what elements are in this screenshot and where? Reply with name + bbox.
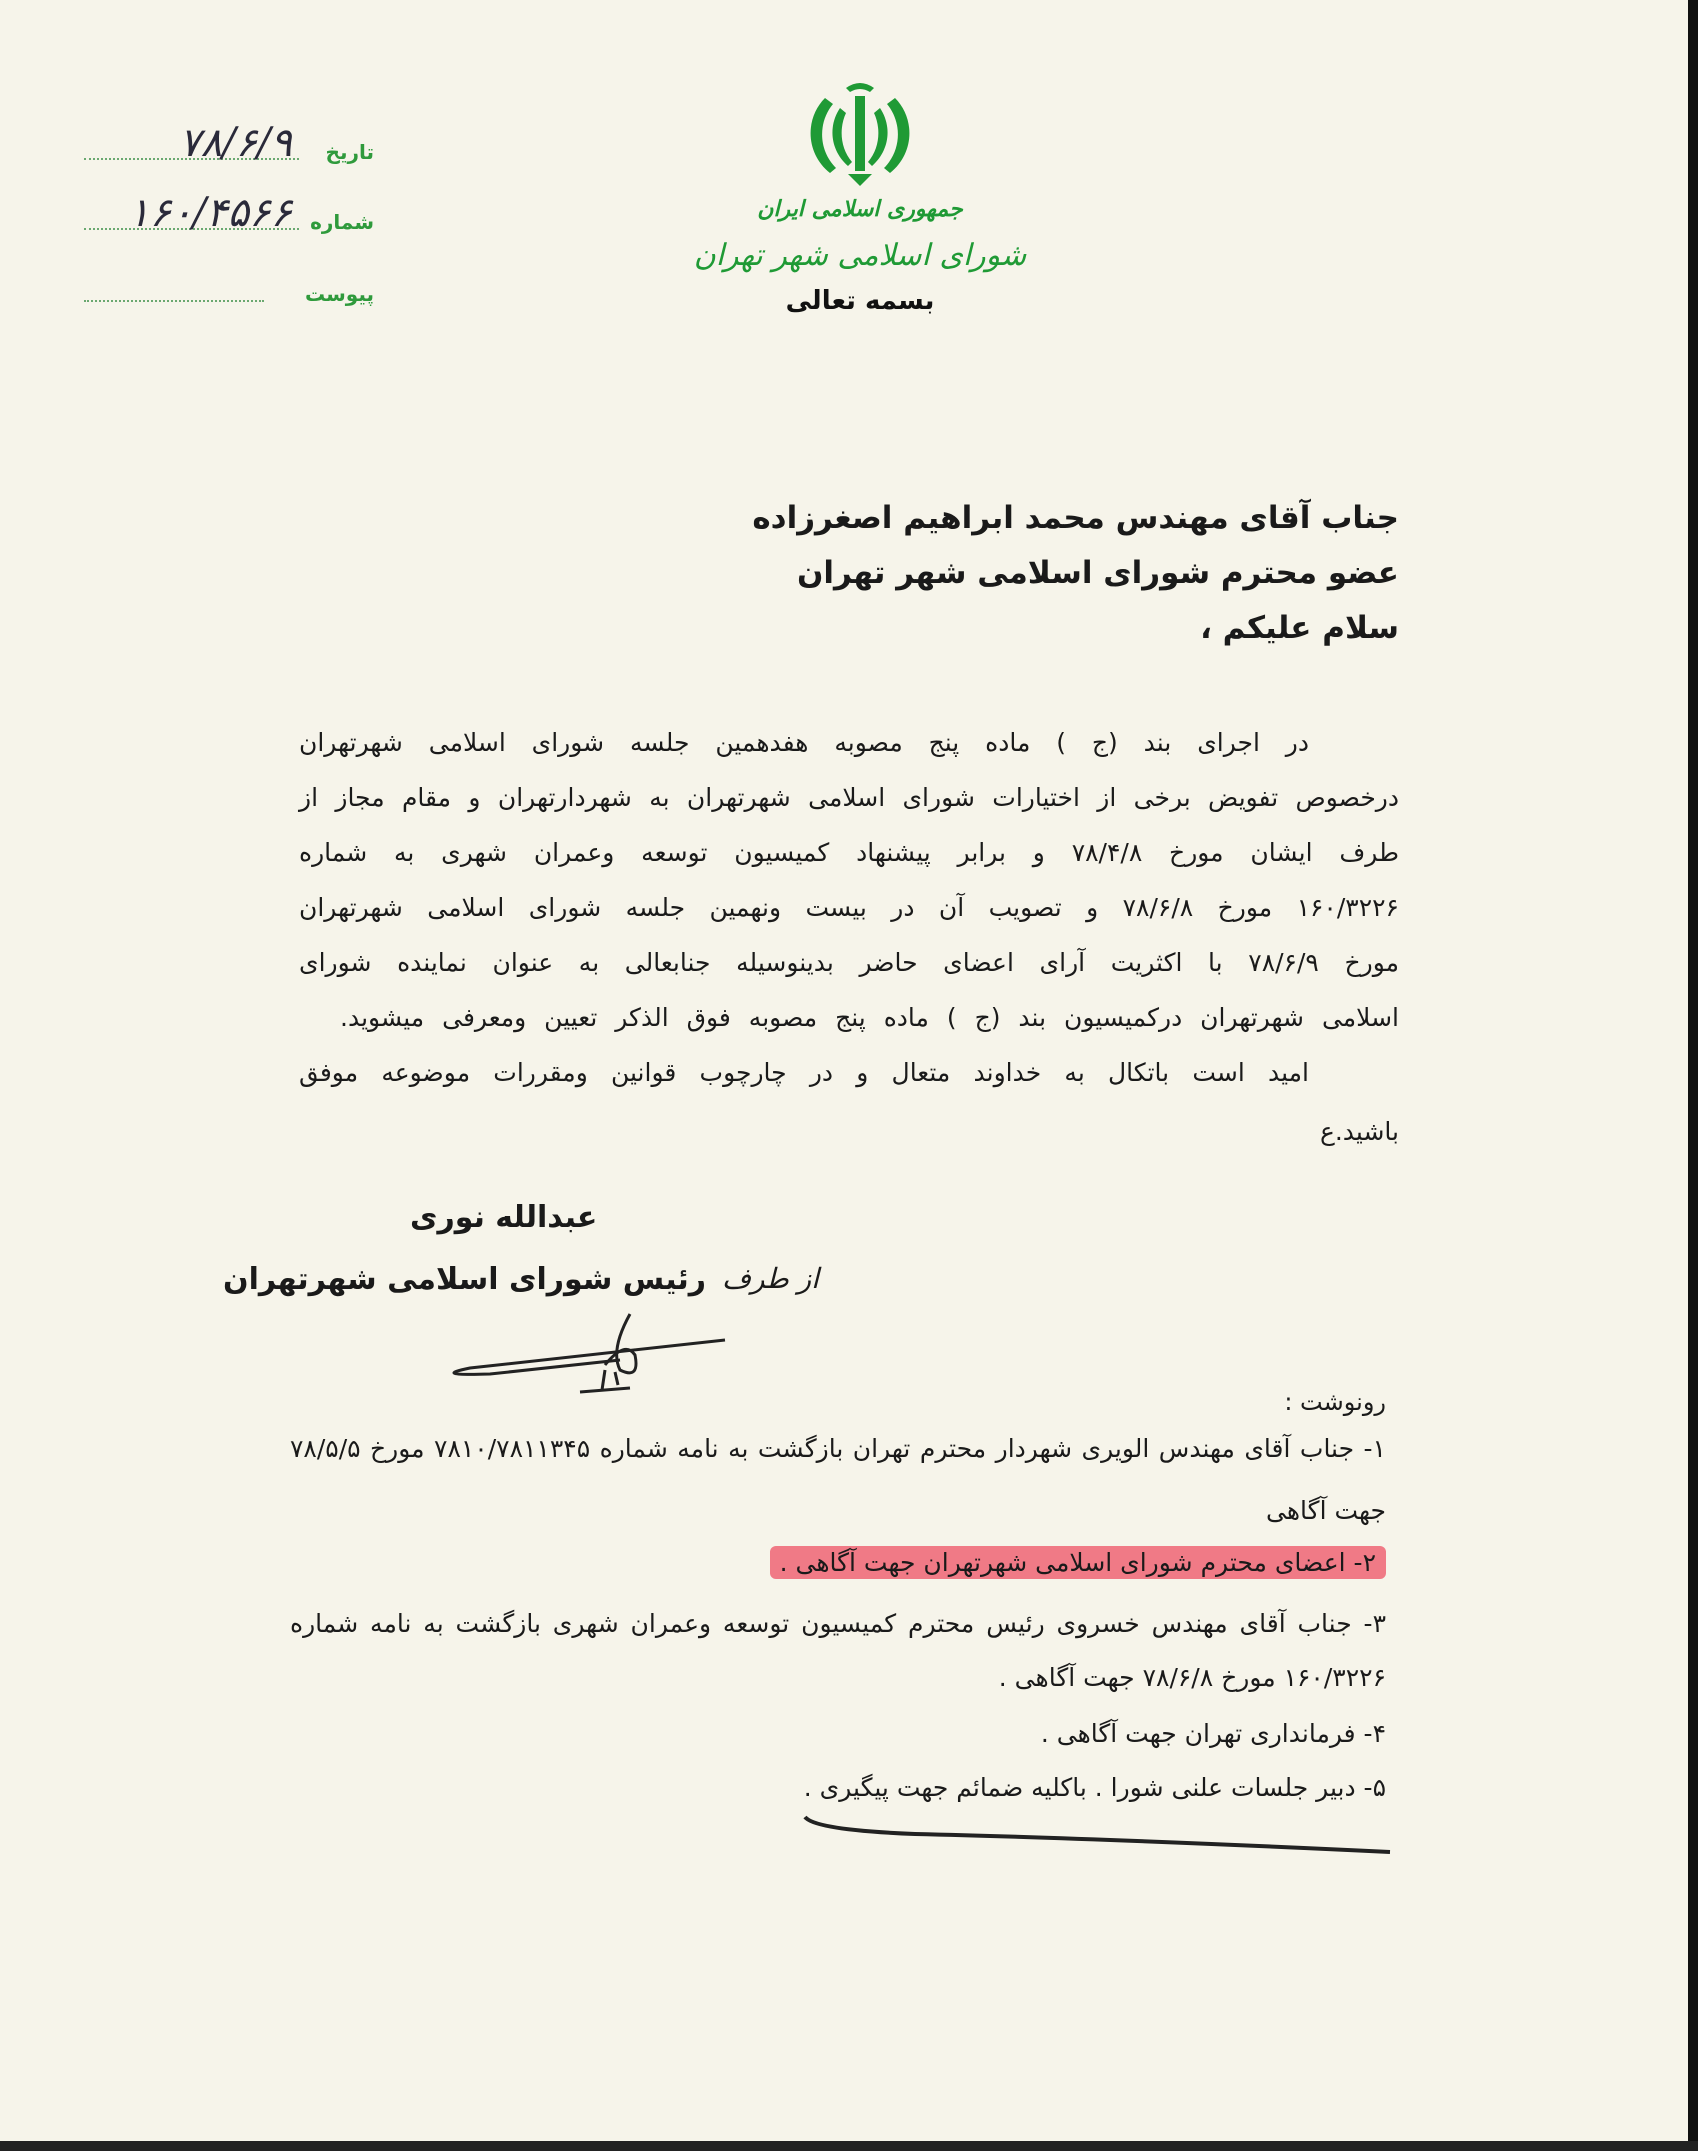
cc-item-highlighted <box>770 1548 1386 1577</box>
cc-item-text: ۲- اعضای محترم شورای اسلامی شهرتهران جهت آگاهی . <box>770 1546 1386 1579</box>
addressee-title: عضو محترم شورای اسلامی شهر تهران <box>796 555 1399 591</box>
cc-item: ۱- جناب آقای مهندس الویری شهردار محترم تهران بازگشت به نامه شماره ۷۸۱۰/۷۸۱۱۳۴۵ مورخ ۷۸/۵/۵ <box>290 1434 1386 1463</box>
date-value: ۷۸/۶/۹ <box>179 120 292 166</box>
cc-item: ۵- دبیر جلسات علنی شورا . باکلیه ضمائم جهت پیگیری . <box>803 1773 1386 1802</box>
logo-council-text: شورای اسلامی شهر تهران <box>693 238 1027 273</box>
body-line: اسلامی شهرتهران درکمیسیون بند (ج ) ماده پنج مصوبه فوق الذکر تعیین ومعرفی میشوید. <box>340 1003 1399 1032</box>
addressee-greeting: سلام علیکم ، <box>1200 610 1399 646</box>
signatory-title: رئیس شورای اسلامی شهرتهران <box>223 1262 706 1297</box>
logo-republic-text: جمهوری اسلامی ایران <box>757 196 963 222</box>
cc-item: ۱۶۰/۳۲۲۶ مورخ ۷۸/۶/۸ جهت آگاهی . <box>998 1663 1386 1692</box>
date-field <box>84 120 374 170</box>
body-line: امید است باتکال به خداوند متعال و در چارچوب قوانین ومقررات موضوعه موفق <box>299 1058 1309 1087</box>
number-field <box>84 190 374 240</box>
handwritten-underline <box>795 1812 1395 1862</box>
body-line: طرف ایشان مورخ ۷۸/۴/۸ و برابر پیشنهاد کمیسیون توسعه وعمران شهری به شماره <box>299 838 1399 867</box>
iran-emblem-icon <box>800 78 920 188</box>
letterhead-logo <box>660 78 1060 378</box>
attachment-dotted-line <box>84 300 264 302</box>
addressee-name: جناب آقای مهندس محمد ابراهیم اصغرزاده <box>752 500 1399 536</box>
body-line: باشید.ع <box>1319 1117 1399 1146</box>
scan-edge-bottom <box>0 2141 1698 2151</box>
cc-item: ۳- جناب آقای مهندس خسروی رئیس محترم کمیسیون توسعه وعمران شهری بازگشت به نامه شماره <box>290 1609 1386 1638</box>
number-label: شماره <box>310 210 374 234</box>
cc-item: جهت آگاهی <box>1266 1496 1386 1525</box>
signatory-name: عبدالله نوری <box>410 1200 598 1235</box>
handwritten-signature <box>430 1310 740 1410</box>
body-line: در اجرای بند (ج ) ماده پنج مصوبه هفدهمین جلسه شورای اسلامی شهرتهران <box>299 728 1309 757</box>
invocation-text: بسمه تعالی <box>785 286 935 316</box>
on-behalf-handwritten-note: از طرف <box>722 1262 819 1295</box>
body-line: مورخ ۷۸/۶/۹ با اکثریت آرای اعضای حاضر بدینوسیله جنابعالی به عنوان نماینده شورای <box>299 948 1399 977</box>
scan-edge-right <box>1688 0 1698 2151</box>
cc-heading: رونوشت : <box>1284 1388 1386 1416</box>
cc-item: ۴- فرمانداری تهران جهت آگاهی . <box>1040 1719 1386 1748</box>
body-line: ۱۶۰/۳۲۲۶ مورخ ۷۸/۶/۸ و تصویب آن در بیست ونهمین جلسه شورای اسلامی شهرتهران <box>299 893 1399 922</box>
date-label: تاریخ <box>325 140 374 164</box>
body-line: درخصوص تفویض برخی از اختیارات شورای اسلامی شهرتهران به شهردارتهران و مقام مجاز از <box>299 783 1399 812</box>
attachment-label: پیوست <box>304 282 374 306</box>
number-value: ۱۶۰/۴۵۶۶ <box>128 190 292 236</box>
attachment-field <box>84 262 374 312</box>
